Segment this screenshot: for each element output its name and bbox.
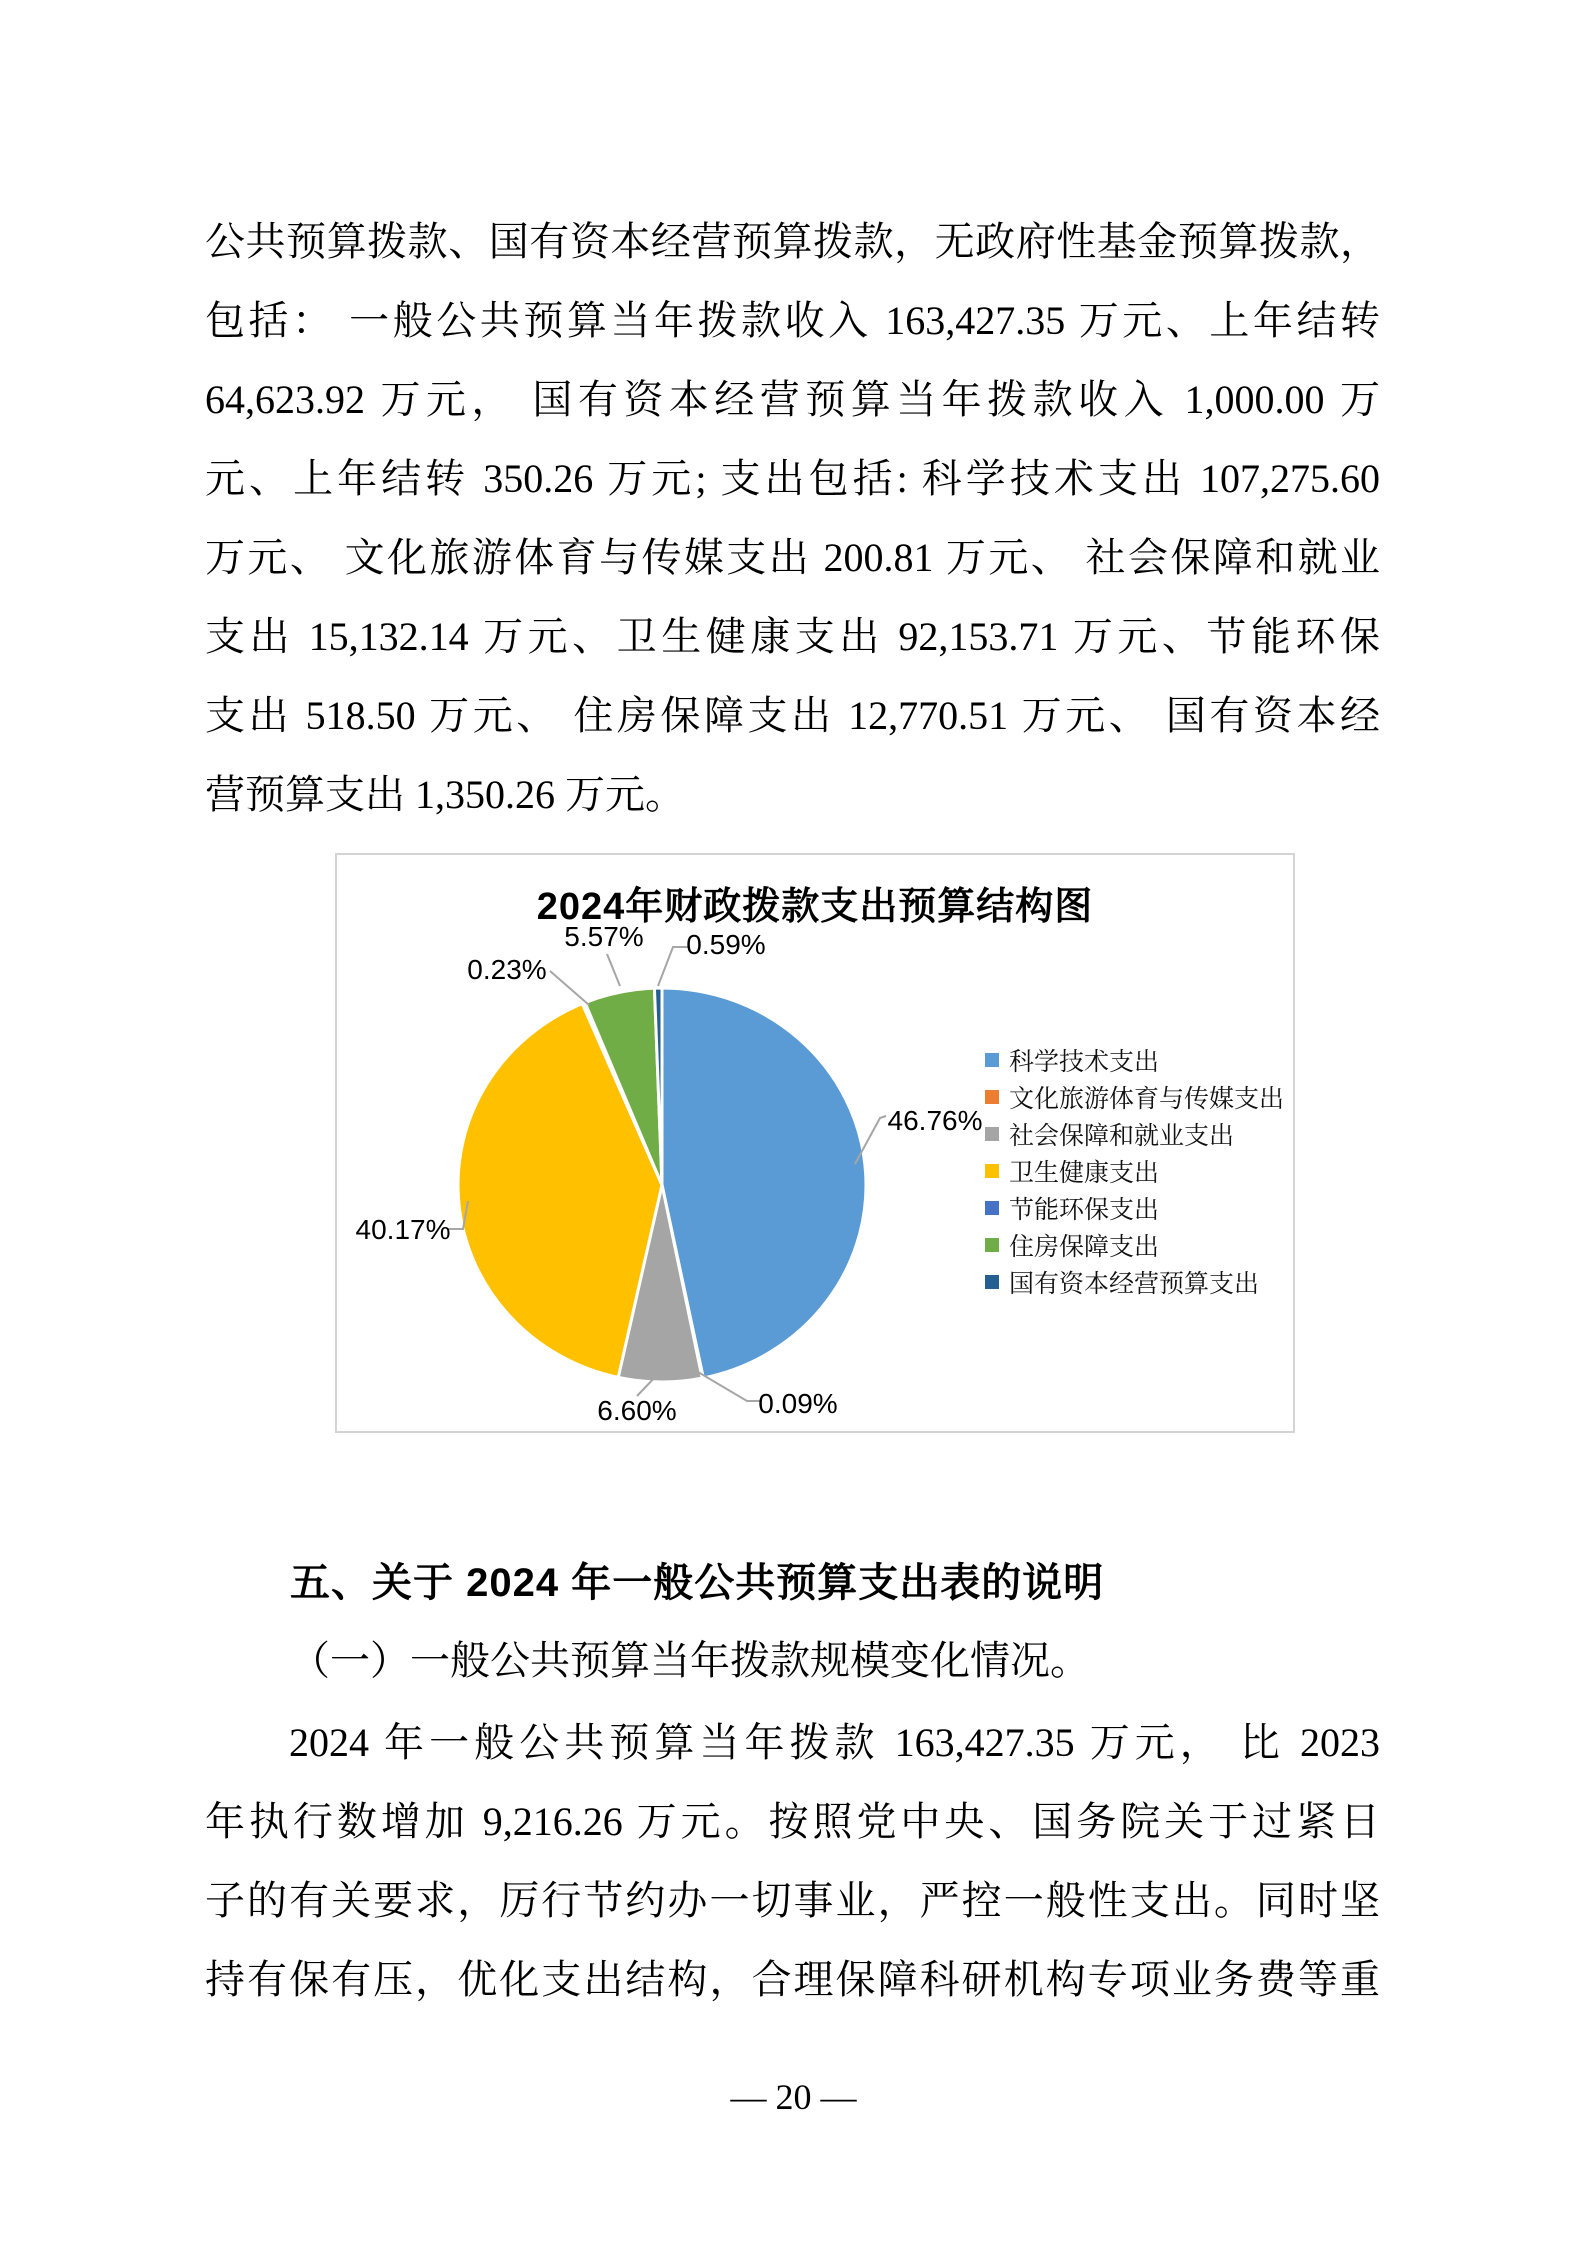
legend-item <box>985 1041 1284 1078</box>
legend-label: 社会保障和就业支出 <box>1009 1122 1235 1150</box>
body-line: 2024 年一般公共预算当年拨款 163,427.35 万元， 比 2023 <box>289 1720 1380 1765</box>
pct-label-4: 0.23% <box>467 954 547 985</box>
pct-label-1: 0.09% <box>758 1388 838 1419</box>
legend-item <box>985 1078 1284 1115</box>
label-leader-line <box>658 947 689 986</box>
legend-item <box>985 1115 1284 1152</box>
legend-item <box>985 1263 1284 1300</box>
legend-label: 科学技术支出 <box>1009 1048 1160 1076</box>
body-line: 万元、 文化旅游体育与传媒支出 200.81 万元、 社会保障和就业 <box>205 535 1380 580</box>
chart-title: 2024年财政拨款支出预算结构图 <box>536 886 1094 928</box>
body-line: 子的有关要求，厉行节约办一切事业，严控一般性支出。同时坚 <box>205 1878 1380 1923</box>
section-subheading: （一）一般公共预算当年拨款规模变化情况。 <box>290 1638 1090 1683</box>
body-line: 元、上年结转 350.26 万元; 支出包括: 科学技术支出 107,275.60 <box>205 456 1380 501</box>
legend-label: 文化旅游体育与传媒支出 <box>1009 1085 1285 1113</box>
legend-swatch-icon <box>985 1127 999 1141</box>
top-paragraph <box>205 202 1380 834</box>
legend-label: 住房保障支出 <box>1009 1233 1160 1261</box>
body-line: 支出 518.50 万元、 住房保障支出 12,770.51 万元、 国有资本经 <box>205 693 1380 738</box>
legend-swatch-icon <box>985 1053 999 1067</box>
legend-swatch-icon <box>985 1164 999 1178</box>
legend-label: 节能环保支出 <box>1009 1196 1160 1224</box>
pct-label-0: 46.76% <box>887 1105 983 1136</box>
legend-swatch-icon <box>985 1090 999 1104</box>
page-number: — 20 — <box>730 2077 857 2117</box>
chart-legend <box>985 1041 1284 1300</box>
pct-label-5: 5.57% <box>564 921 644 952</box>
label-leader-line <box>550 971 589 1005</box>
legend-swatch-icon <box>985 1238 999 1252</box>
pct-label-2: 6.60% <box>597 1395 677 1426</box>
pie-slice-0 <box>662 988 866 1378</box>
legend-item <box>985 1152 1284 1189</box>
legend-swatch-icon <box>985 1201 999 1215</box>
bottom-paragraph <box>205 1703 1380 2019</box>
embedded-chart[interactable] <box>335 853 1295 1433</box>
body-line: 公共预算拨款、国有资本经营预算拨款，无政府性基金预算拨款， <box>205 219 1380 264</box>
legend-item <box>985 1226 1284 1263</box>
pct-label-3: 40.17% <box>355 1214 451 1245</box>
legend-label: 卫生健康支出 <box>1009 1159 1160 1187</box>
body-line: 64,623.92 万元， 国有资本经营预算当年拨款收入 1,000.00 万 <box>205 377 1380 422</box>
legend-label: 国有资本经营预算支出 <box>1009 1270 1260 1298</box>
pct-label-6: 0.59% <box>686 929 766 960</box>
label-leader-line <box>607 954 620 986</box>
body-line: 营预算支出 1,350.26 万元。 <box>205 772 685 817</box>
body-line: 支出 15,132.14 万元、卫生健康支出 92,153.71 万元、节能环保 <box>205 614 1380 659</box>
section-heading: 五、关于 2024 年一般公共预算支出表的说明 <box>290 1561 1105 1605</box>
body-line: 包括： 一般公共预算当年拨款收入 163,427.35 万元、上年结转 <box>205 298 1380 343</box>
body-line: 年执行数增加 9,216.26 万元。按照党中央、国务院关于过紧日 <box>205 1799 1380 1844</box>
legend-swatch-icon <box>985 1275 999 1289</box>
body-line: 持有保有压，优化支出结构，合理保障科研机构专项业务费等重 <box>205 1957 1380 2002</box>
legend-item <box>985 1189 1284 1226</box>
